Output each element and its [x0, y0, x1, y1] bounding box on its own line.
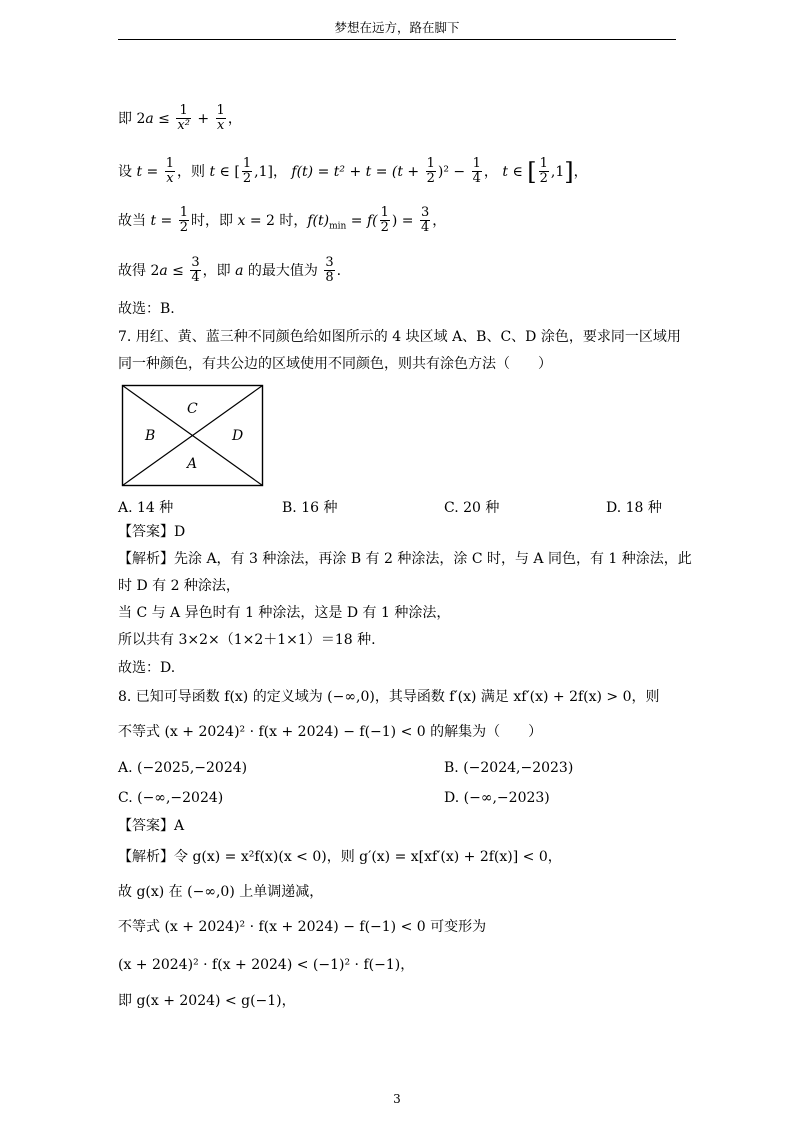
text: 时，即 [191, 212, 238, 229]
q8-analysis-line-4: (x + 2024)² · f(x + 2024) < (−1)² · f(−1)， [118, 957, 415, 973]
page-header: 梦想在远方，路在脚下 [118, 18, 676, 40]
fraction [380, 206, 390, 236]
denominator: 2 [380, 220, 389, 236]
denominator: 2 [426, 171, 435, 187]
answer-choice-6: 故选：B. [118, 301, 175, 317]
q8-analysis-line-2: 故 g(x) 在 (−∞,0) 上单调递减， [118, 884, 324, 900]
denominator: 2 [242, 171, 252, 187]
solution-line-1 [118, 104, 242, 134]
q8-option-c: C. (−∞,−2024) [118, 790, 224, 806]
var: t [209, 163, 216, 180]
denominator: 8 [325, 270, 334, 286]
text: ,1 [550, 163, 565, 180]
text: ， [573, 163, 588, 180]
text: 设 [118, 163, 137, 180]
q7-option-c: C. 20 种 [444, 500, 500, 516]
region-label-right: D [232, 428, 244, 444]
fraction [426, 157, 436, 187]
fraction [539, 157, 549, 187]
text: = [156, 212, 177, 229]
numerator: 1 [242, 156, 252, 171]
var: t [136, 163, 143, 180]
text: ) = [391, 212, 418, 229]
denominator: 4 [472, 171, 481, 187]
q7-stem-line-1: 7. 用红、黄、蓝三种不同颜色给如图所示的 4 块区域 A、B、C、D 涂色，要求同一区域用 [118, 329, 681, 345]
text: ，则 [177, 163, 210, 180]
var-a: a [145, 110, 154, 127]
fraction [420, 206, 430, 236]
fraction [216, 104, 226, 134]
text: ≤ [167, 262, 189, 279]
q7-analysis-line-2: 时 D 有 2 种涂法， [118, 578, 240, 594]
denominator: x² [177, 118, 190, 134]
q7-option-d: D. 18 种 [606, 500, 662, 516]
q7-option-b: B. 16 种 [282, 500, 338, 516]
q7-analysis-line-4: 所以共有 3×2×（1×2＋1×1）＝18 种. [118, 632, 376, 648]
region-label-top: C [187, 401, 198, 417]
fraction [165, 157, 175, 187]
numerator: 1 [165, 156, 175, 171]
q8-option-b: B. (−2024,−2023) [444, 760, 574, 776]
numerator: 3 [420, 205, 430, 220]
denominator: 4 [420, 220, 430, 236]
text: 即 2 [118, 110, 146, 127]
denominator: 4 [191, 270, 200, 286]
text: ,1]， [254, 163, 287, 180]
q8-option-d: D. (−∞,−2023) [444, 790, 550, 806]
q7-analysis-line-1: 【解析】先涂 A，有 3 种涂法，再涂 B 有 2 种涂法，涂 C 时，与 A 同色，有 1 种涂法，此 [118, 551, 692, 567]
numerator: 1 [472, 156, 481, 171]
left-bracket: [ [527, 157, 537, 186]
fraction [472, 157, 482, 187]
numerator: 1 [539, 156, 548, 171]
fraction [242, 157, 252, 187]
q8-stem-line-2: 不等式 (x + 2024)² · f(x + 2024) − f(−1) < 0 的解集为（ ） [118, 724, 543, 740]
text: . [336, 262, 342, 279]
text: + [192, 110, 214, 127]
text: )² − [437, 163, 470, 180]
page-number: 3 [393, 1092, 401, 1106]
q8-answer: 【答案】A [118, 818, 185, 834]
text: ，即 [202, 262, 236, 279]
fraction [179, 206, 189, 236]
text: ∈ [ [215, 163, 240, 180]
numerator: 3 [325, 255, 334, 270]
var: t [502, 163, 508, 180]
solution-line-4 [118, 256, 341, 286]
q7-stem-line-2: 同一种颜色，有共公边的区域使用不同颜色，则共有涂色方法（ ） [118, 356, 552, 372]
text: ， [432, 212, 447, 229]
text: ， [227, 110, 242, 127]
text: ∈ [508, 163, 528, 180]
right-bracket: ] [564, 157, 574, 186]
var: a [235, 262, 244, 279]
q8-analysis-line-5: 即 g(x + 2024) < g(−1)， [118, 993, 296, 1009]
subscript: min [329, 221, 347, 232]
q7-choice: 故选：D. [118, 660, 176, 676]
fraction [176, 104, 191, 134]
var: t [150, 212, 157, 229]
denominator: x [217, 118, 225, 134]
numerator: 1 [380, 205, 389, 220]
numerator: 1 [176, 104, 191, 119]
var: a [159, 262, 168, 279]
fraction [190, 256, 200, 286]
text: = f( [346, 212, 378, 229]
denominator: 2 [179, 220, 189, 236]
numerator: 1 [179, 205, 189, 220]
text: f(t) [307, 212, 330, 229]
q8-option-a: A. (−2025,−2024) [118, 760, 248, 776]
numerator: 1 [216, 103, 225, 118]
text: = [142, 163, 163, 180]
q7-answer: 【答案】D [118, 524, 186, 540]
solution-line-3 [118, 206, 446, 236]
q7-figure [121, 384, 265, 488]
text: ， [483, 163, 498, 180]
fraction [324, 256, 334, 286]
denominator: x [166, 171, 174, 187]
text: = 2 时， [245, 212, 308, 229]
text: 故得 2 [118, 262, 160, 279]
text: f(t) = t² + t = (t + [291, 163, 424, 180]
region-label-bottom: A [187, 456, 198, 472]
numerator: 3 [191, 255, 200, 270]
q8-analysis-line-3: 不等式 (x + 2024)² · f(x + 2024) − f(−1) < 0 可变形为 [118, 919, 487, 935]
q8-analysis-line-1: 【解析】令 g(x) = x²f(x)(x < 0)，则 g′(x) = x[xf′(x) + 2f(x)] < 0， [118, 849, 562, 865]
solution-line-2 [118, 157, 588, 187]
denominator: 2 [539, 171, 548, 187]
q7-option-a: A. 14 种 [118, 500, 174, 516]
q7-analysis-line-3: 当 C 与 A 异色时有 1 种涂法，这是 D 有 1 种涂法， [118, 605, 451, 621]
text: 的最大值为 [243, 262, 323, 279]
var: x [237, 212, 246, 229]
q8-stem-line-1: 8. 已知可导函数 f(x) 的定义域为 (−∞,0)，其导函数 f′(x) 满足 xf′(x) + 2f(x) > 0，则 [118, 689, 660, 705]
text: 故当 [118, 212, 151, 229]
region-label-left: B [145, 428, 156, 444]
text: ≤ [153, 110, 175, 127]
numerator: 1 [426, 156, 435, 171]
